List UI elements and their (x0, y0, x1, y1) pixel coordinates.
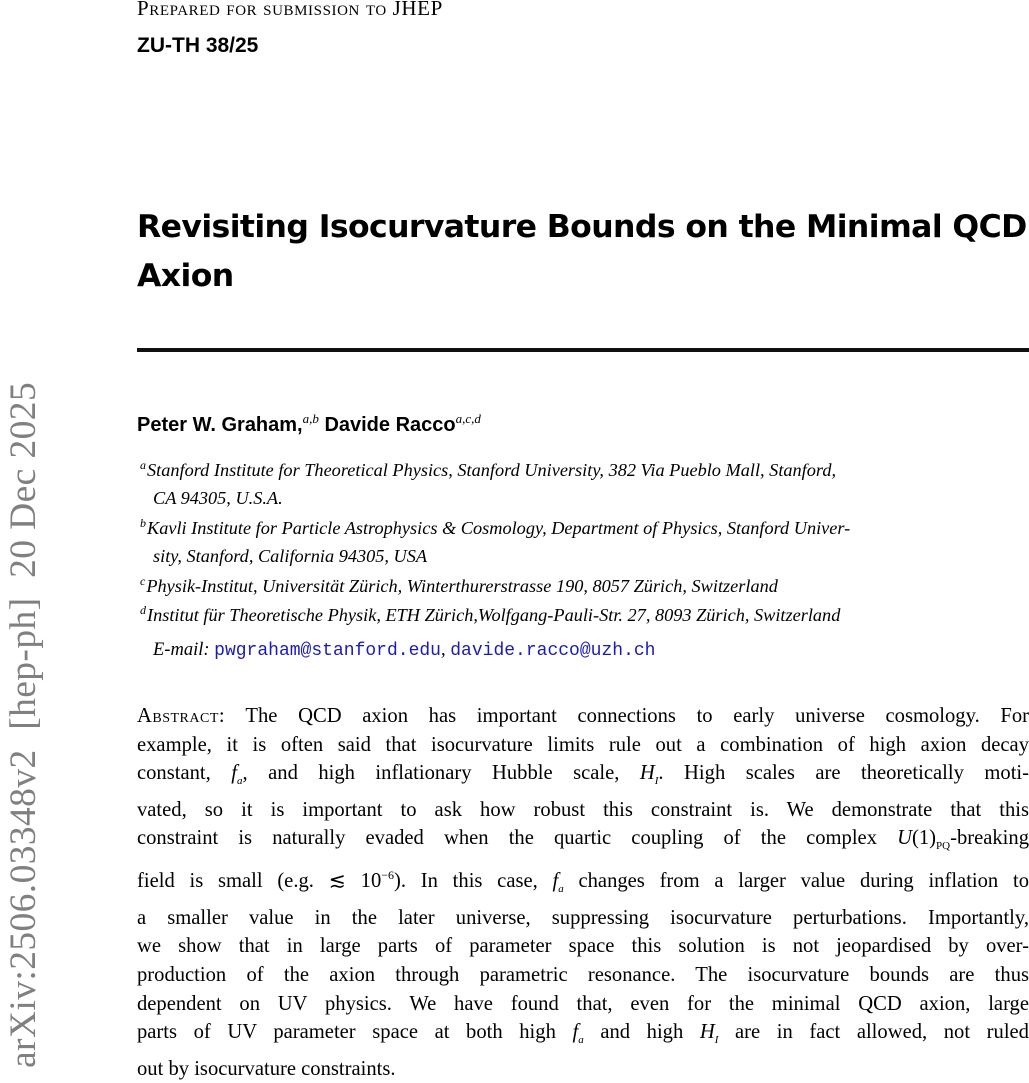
math-subscript: a (578, 1034, 584, 1047)
arxiv-stamp (2, 382, 45, 1068)
math-symbol: f (231, 762, 237, 785)
abstract-line (137, 702, 1029, 731)
abstract-text: , and high inflationary Hubble scale, (242, 762, 640, 785)
abstract-line (137, 861, 1029, 904)
abstract-text: vated, so it is important to ask how robust this constraint is. We demonstrate that this (137, 798, 1029, 821)
affiliation-mark: d (140, 603, 146, 617)
abstract-line (137, 759, 1029, 796)
report-number: ZU-TH 38/25 (137, 34, 259, 57)
affiliation-text: Kavli Institute for Particle Astrophysics & Cosmology, Department of Physics, Stanford Univer- (147, 518, 851, 538)
paper-title (137, 203, 1029, 301)
author-name: Davide Racco (324, 414, 456, 436)
author-affiliation-marks: a,c,d (455, 411, 481, 426)
abstract-text: changes from a larger value during inflation to (563, 870, 1029, 893)
math-subscript: I (714, 1034, 719, 1047)
abstract-line (137, 961, 1029, 990)
abstract-label: Abstract: (137, 705, 226, 727)
title-line-2: Axion (137, 258, 234, 294)
abstract-text: out by isocurvature constraints. (137, 1057, 396, 1080)
abstract-line (137, 1018, 1029, 1055)
abstract-text: parts of UV parameter space at both high (137, 1021, 573, 1044)
affiliation-d (140, 596, 1029, 629)
affiliation-text: Physik-Institut, Universität Zürich, Winterthurerstrasse 190, 8057 Zürich, Switzerland (146, 576, 778, 596)
title-line-1: Revisiting Isocurvature Bounds on the Minimal QCD (137, 209, 1027, 245)
journal-preparation-note: Prepared for submission to JHEP (137, 0, 443, 20)
math-text: (1) (912, 827, 937, 850)
affiliation-text: Institut für Theoretische Physik, ETH Zürich,Wolfgang-Pauli-Str. 27, 8093 Zürich, Switzerland (147, 605, 841, 625)
abstract-text: example, it is often said that isocurvature limits rule out a combination of high axion decay (137, 733, 1029, 756)
email-link-graham[interactable]: pwgraham@stanford.edu (214, 641, 441, 661)
math-subscript: I (654, 775, 659, 788)
abstract-line (137, 1055, 1029, 1083)
affiliation-text: Stanford Institute for Theoretical Physics, Stanford University, 382 Via Pueblo Mall, Stanford, (147, 460, 837, 480)
math-subscript: PQ (936, 840, 951, 853)
author-affiliation-marks: a,b (302, 411, 319, 426)
math-subscript: a (558, 883, 564, 896)
abstract-line (137, 904, 1029, 933)
math-symbol: H (639, 762, 655, 785)
email-link-racco[interactable]: davide.racco@uzh.ch (450, 641, 656, 661)
abstract-line (137, 731, 1029, 760)
arxiv-category: [hep-ph] (3, 597, 44, 730)
abstract-text: ). In this case, (394, 870, 553, 893)
math-symbol: f (552, 870, 559, 893)
email-line (153, 640, 655, 661)
abstract-text: are in fact allowed, not ruled (718, 1021, 1029, 1044)
abstract-text: dependent on UV physics. We have found that, even for the minimal QCD axion, large (137, 992, 1029, 1015)
arxiv-date: 20 Dec 2025 (3, 381, 44, 578)
abstract-text: The QCD axion has important connections to early universe cosmology. For (225, 705, 1029, 727)
affiliation-mark: a (140, 458, 146, 472)
abstract-line (137, 932, 1029, 961)
email-separator: , (440, 640, 451, 660)
title-rule (137, 348, 1029, 352)
abstract-text: a smaller value in the later universe, suppressing isocurvature perturbations. Importantly, (137, 906, 1029, 929)
abstract-text: . High scales are theoretically moti- (658, 762, 1029, 785)
affiliation-a (140, 451, 1029, 512)
math-superscript: −6 (381, 868, 395, 883)
abstract-line (137, 796, 1029, 825)
arxiv-id[interactable]: arXiv:2506.03348v2 (3, 749, 44, 1068)
affiliation-mark: b (140, 516, 146, 530)
abstract-text: production of the axion through parametric resonance. The isocurvature bounds are thus (137, 963, 1029, 986)
abstract-text: constraint is naturally evaded when the quartic coupling of the complex (137, 827, 898, 850)
abstract-text: -breaking (950, 827, 1029, 850)
author-list (137, 411, 481, 437)
abstract-text: and high (583, 1021, 700, 1044)
math-symbol: H (699, 1021, 715, 1044)
affiliation-b (140, 509, 1029, 570)
abstract-text: constant, (137, 762, 232, 785)
math-symbol: U (897, 827, 913, 850)
affiliation-text-continued: CA 94305, U.S.A. (153, 488, 283, 508)
math-subscript: a (237, 775, 243, 788)
abstract-text: we show that in large parts of parameter space this solution is not jeopardised by over- (137, 935, 1029, 958)
math-symbol: f (572, 1021, 579, 1044)
abstract-line (137, 824, 1029, 861)
affiliation-mark: c (140, 574, 146, 588)
affiliation-text-continued: sity, Stanford, California 94305, USA (153, 546, 428, 566)
abstract-text: field is small (e.g. ≲ 10 (137, 870, 382, 893)
email-label: E-mail: (153, 640, 210, 660)
abstract-line (137, 990, 1029, 1019)
abstract (137, 702, 1029, 1083)
author-name: Peter W. Graham, (137, 414, 303, 436)
